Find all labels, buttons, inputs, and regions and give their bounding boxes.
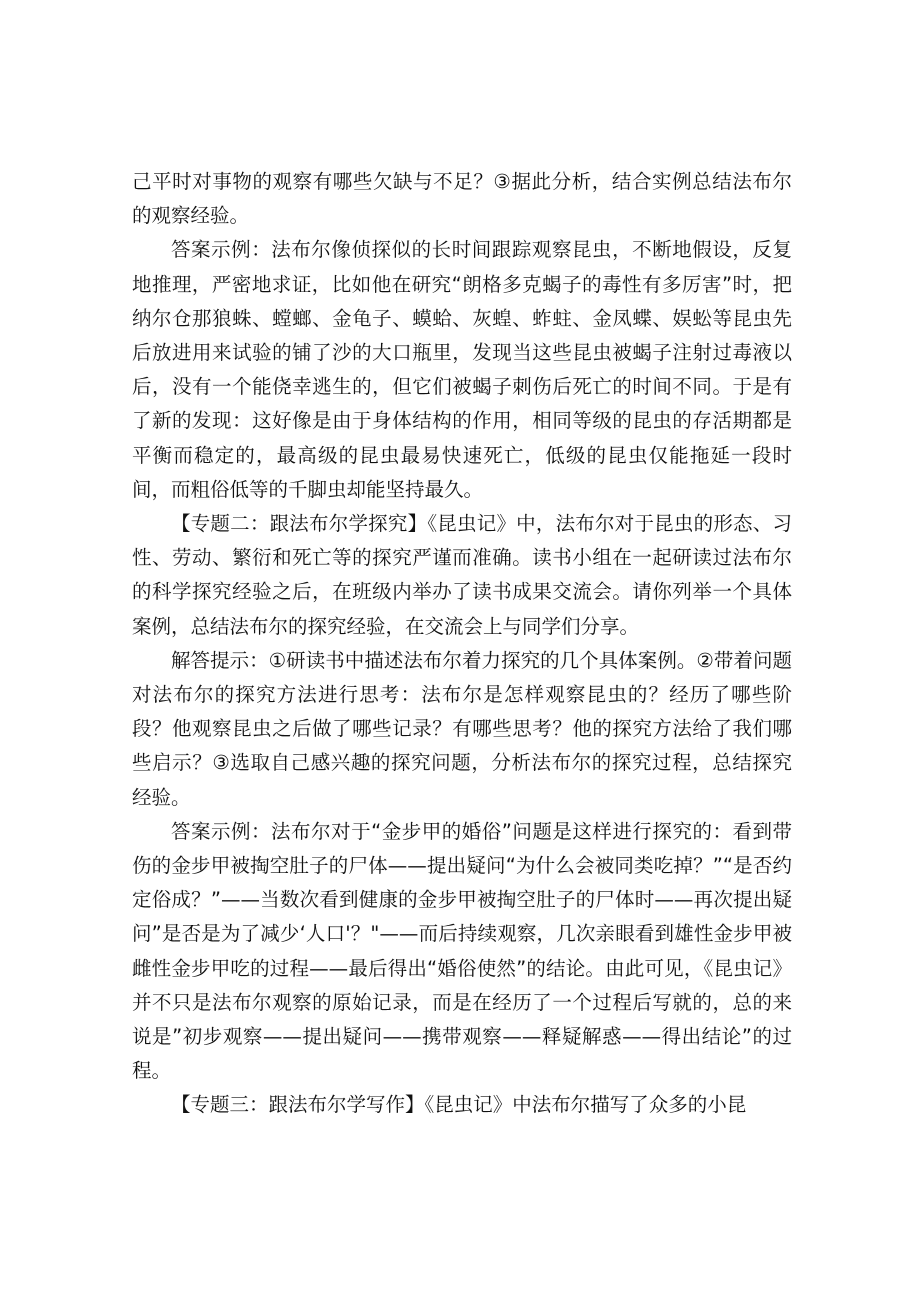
document-body bbox=[132, 165, 792, 1123]
paragraph-topic-two-inquiry: 【专题二：跟法布尔学探究】《昆虫记》中，法布尔对于昆虫的形态、习性、劳动、繁衍和死亡等的探究严谨而准确。读书小组在一起研读过法布尔的科学探究经验之后，在班级内举办了读书成果交流会。请你列举一个具体案例，总结法布尔的探究经验，在交流会上与同学们分享。 bbox=[132, 512, 792, 638]
paragraph-inquiry-hints: 解答提示：①研读书中描述法布尔着力探究的几个具体案例。②带着问题对法布尔的探究方法进行思考：法布尔是怎样观察昆虫的？经历了哪些阶段？他观察昆虫之后做了哪些记录？有哪些思考？他的探究方法给了我们哪些启示？③选取自己感兴趣的探究问题，分析法布尔的探究过程，总结探究经验。 bbox=[132, 648, 792, 809]
paragraph-inquiry-answer-example: 答案示例：法布尔对于“金步甲的婚俗”问题是这样进行探究的：看到带伤的金步甲被掏空肚子的尸体——提出疑问“为什么会被同类吃掉？”“是否约定俗成？”——当数次看到健康的金步甲被掏空肚子的尸体时——再次提出疑问”是否是为了减少‘人口'？"——而后持续观察，几次亲眼看到雄性金步甲被雌性金步甲吃的过程——最后得出“婚俗使然”的结论。由此可见，《昆虫记》并不只是法布尔观察的原始记录，而是在经历了一个过程后写就的，总的来说是”初步观察——提出疑问——携带观察——释疑解惑——得出结论”的过程。 bbox=[132, 819, 792, 1083]
paragraph-observation-answer-example: 答案示例：法布尔像侦探似的长时间跟踪观察昆虫，不断地假设，反复地推理，严密地求证，比如他在研究“朗格多克蝎子的毒性有多厉害”时，把纳尔仓那狼蛛、螳螂、金龟子、蟆蛤、灰蝗、蚱蛀、金凤蝶、娱蚣等昆虫先后放进用来试验的铺了沙的大口瓶里，发现当这些昆虫被蝎子注射过毒液以后，没有一个能侥幸逃生的，但它们被蝎子刺伤后死亡的时间不同。于是有了新的发现：这好像是由于身体结构的作用，相同等级的昆虫的存活期都是平衡而稳定的，最高级的昆虫最易快速死亡，低级的昆虫仅能拖延一段时间，而粗俗低等的千脚虫却能坚持最久。 bbox=[132, 238, 792, 501]
paragraph-observation-question-end: 己平时对事物的观察有哪些欠缺与不足？③据此分析，结合实例总结法布尔的观察经验。 bbox=[132, 170, 792, 228]
paragraph-topic-three-writing: 【专题三：跟法布尔学写作】《昆虫记》中法布尔描写了众多的小昆 bbox=[171, 1093, 747, 1117]
